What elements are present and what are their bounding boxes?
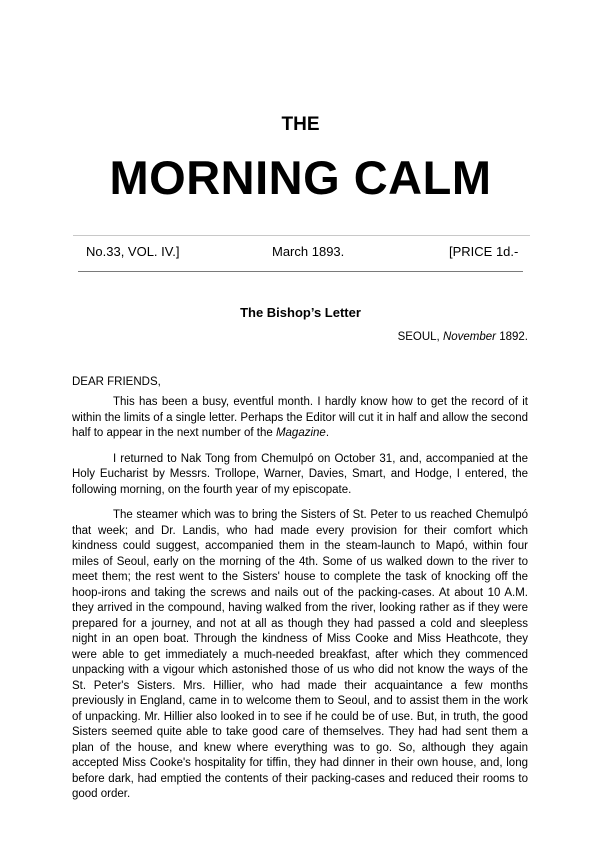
magazine-italic: Magazine — [275, 427, 326, 439]
issue-price: [PRICE 1d.- — [449, 244, 519, 259]
bottom-rule — [78, 271, 523, 272]
paragraph-1 — [72, 395, 528, 442]
paragraph-1-text: This has been a busy, eventful month. I hardly know how to get the record of it within the limits of a single letter. Perhaps the Editor will cut it in half and allow the second half to appear in the next number of the — [72, 396, 528, 439]
issue-number: No.33, VOL. IV.] — [86, 244, 180, 259]
masthead-the: THE — [281, 114, 320, 135]
dateline-month: November — [442, 331, 497, 343]
issue-date: March 1893. — [272, 244, 345, 259]
letter-body — [72, 395, 528, 813]
masthead-title: MORNING CALM — [109, 151, 492, 204]
article-title: The Bishop’s Letter — [240, 305, 361, 320]
dateline-year: 1892. — [496, 331, 528, 343]
top-rule — [73, 235, 530, 236]
dateline — [398, 329, 528, 345]
paragraph-2: I returned to Nak Tong from Chemulpó on October 31, and, accompanied at the Holy Eucharist by Messrs. Trollope, Warner, Davies, Smart, and Hodge, I entered, the following morning, on the fourth year of my episcopate. — [72, 452, 528, 496]
paragraph-3: The steamer which was to bring the Sisters of St. Peter to us reached Chemulpó that week; and Dr. Landis, who had made every provision for their comfort which kindness could suggest, accompanied them in the steam-launch to Mapó, within four miles of Seoul, early on the morning of the 4th. Some of us walked down to the river to meet them; the rest went to the Sisters' house to complete the task of knocking off the hoop-irons and taking the screws and nails out of the packing-cases. At about 10 A.M. they arrived in the compound, having walked from the river, looking rather as if they were prepared for a journey, and not at all as though they had passed a cold and sleepless night in an open boat. Through the kindness of Miss Cooke and Miss Heathcote, they were able to get immediately a much-needed breakfast, after which they commenced unpacking with a vigour which astonished those of us who did not know the ways of the St. Peter's Sisters. Mrs. Hillier, who had made their acquaintance a few months previously in England, came in to welcome them to Seoul, and to assist them in the work of unpacking. Mr. Hillier also looked in to see if he could be of use. But, in truth, the good Sisters seemed quite able to take good care of themselves. They had had sent them a plan of the house, and knew where everything was to go. So, although they again accepted Miss Cooke's hospitality for tiffin, they had dinner in their own house, and, long before dark, had emptied the contents of their packing-cases and reduced their rooms to good order. — [72, 509, 528, 800]
salutation: DEAR FRIENDS, — [72, 376, 161, 388]
paragraph-1-end: . — [325, 427, 330, 439]
dateline-prefix: SEOUL, — [397, 331, 443, 343]
